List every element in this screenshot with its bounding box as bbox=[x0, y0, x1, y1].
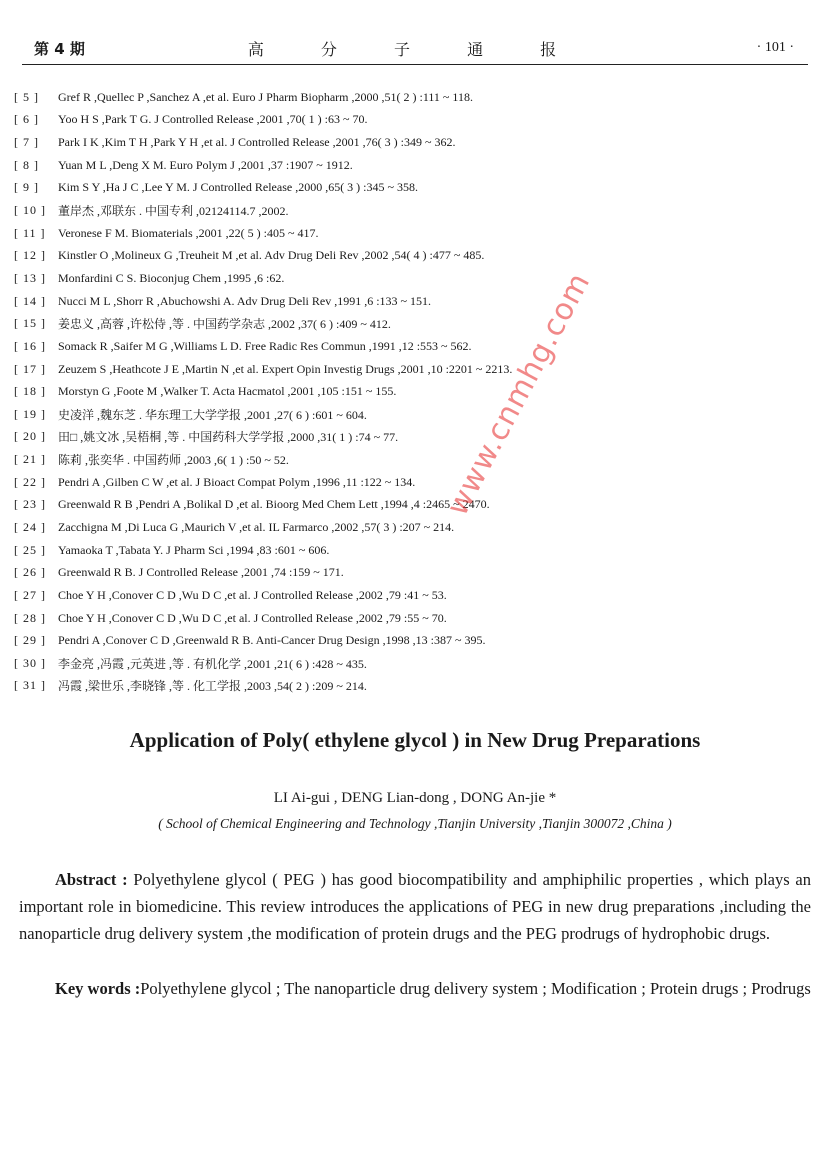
reference-number: [ 24 ] bbox=[14, 519, 46, 534]
reference-text: Nucci M L ,Shorr R ,Abuchowshi A. Adv Drug Deli Rev ,1991 ,6 :133 ~ 151. bbox=[58, 293, 432, 308]
reference-number: [ 16 ] bbox=[14, 338, 46, 353]
reference-number: [ 5 ] bbox=[14, 89, 39, 104]
reference-number: [ 10 ] bbox=[14, 203, 46, 218]
reference-item bbox=[14, 312, 794, 335]
affiliation: ( School of Chemical Engineering and Technology ,Tianjin University ,Tianjin 300072 ,China ) bbox=[158, 816, 672, 831]
reference-text: Somack R ,Saifer M G ,Williams L D. Free Radic Res Commun ,1991 ,12 :553 ~ 562. bbox=[58, 338, 472, 353]
reference-text: 陈莉 ,张奕华 . 中国药师 ,2003 ,6( 1 ) :50 ~ 52. bbox=[58, 453, 289, 468]
reference-item bbox=[14, 448, 794, 471]
reference-item bbox=[14, 267, 794, 290]
reference-text: 田□ ,姚文冰 ,吴梧桐 ,等 . 中国药科大学学报 ,2000 ,31( 1 ) :74 ~ 77. bbox=[58, 430, 399, 445]
reference-list bbox=[14, 86, 794, 697]
reference-number: [ 23 ] bbox=[14, 497, 46, 512]
reference-text: Choe Y H ,Conover C D ,Wu D C ,et al. J Controlled Release ,2002 ,79 :41 ~ 53. bbox=[58, 587, 447, 602]
reference-item bbox=[14, 244, 794, 267]
reference-item bbox=[14, 199, 794, 222]
reference-item bbox=[14, 426, 794, 449]
reference-number: [ 15 ] bbox=[14, 316, 46, 331]
reference-text: 史凌洋 ,魏东芝 . 华东理工大学学报 ,2001 ,27( 6 ) :601 ~ 604. bbox=[58, 407, 367, 422]
reference-number: [ 12 ] bbox=[14, 248, 46, 263]
issue-number: 第 4 期 bbox=[34, 40, 85, 58]
reference-number: [ 7 ] bbox=[14, 135, 39, 150]
reference-text: Pendri A ,Gilben C W ,et al. J Bioact Compat Polym ,1996 ,11 :122 ~ 134. bbox=[58, 474, 416, 489]
watermark: www.cnmhg.com bbox=[440, 266, 598, 522]
reference-number: [ 30 ] bbox=[14, 655, 46, 670]
reference-text: 冯霞 ,梁世乐 ,李晓锋 ,等 . 化工学报 ,2003 ,54( 2 ) :209 ~ 214. bbox=[58, 679, 367, 694]
reference-item bbox=[14, 335, 794, 358]
reference-number: [ 8 ] bbox=[14, 157, 39, 172]
reference-item bbox=[14, 516, 794, 539]
reference-item bbox=[14, 222, 794, 245]
reference-item bbox=[14, 154, 794, 177]
reference-text: Zacchigna M ,Di Luca G ,Maurich V ,et al. IL Farmarco ,2002 ,57( 3 ) :207 ~ 214. bbox=[58, 519, 455, 534]
abstract-label: Abstract : bbox=[55, 870, 128, 889]
reference-number: [ 6 ] bbox=[14, 112, 39, 127]
reference-number: [ 21 ] bbox=[14, 452, 46, 467]
reference-item bbox=[14, 177, 794, 200]
reference-number: [ 29 ] bbox=[14, 633, 46, 648]
reference-number: [ 19 ] bbox=[14, 406, 46, 421]
reference-text: Yoo H S ,Park T G. J Controlled Release ,2001 ,70( 1 ) :63 ~ 70. bbox=[58, 112, 368, 127]
keywords-text: Polyethylene glycol ; The nanoparticle drug delivery system ; Modification ; Protein drugs ; Prodrugs bbox=[140, 979, 811, 998]
reference-number: [ 25 ] bbox=[14, 542, 46, 557]
keywords-label: Key words : bbox=[55, 979, 141, 998]
reference-number: [ 31 ] bbox=[14, 678, 46, 693]
reference-number: [ 20 ] bbox=[14, 429, 46, 444]
reference-item bbox=[14, 539, 794, 562]
page-number: · 101 · bbox=[756, 40, 794, 55]
keywords bbox=[19, 975, 811, 1002]
reference-item bbox=[14, 652, 794, 675]
reference-item bbox=[14, 109, 794, 132]
reference-text: Choe Y H ,Conover C D ,Wu D C ,et al. J Controlled Release ,2002 ,79 :55 ~ 70. bbox=[58, 610, 447, 625]
reference-text: 李金亮 ,冯霞 ,元英进 ,等 . 有机化学 ,2001 ,21( 6 ) :428 ~ 435. bbox=[58, 656, 367, 671]
reference-text: Zeuzem S ,Heathcote J E ,Martin N ,et al. Expert Opin Investig Drugs ,2001 ,10 :2201 ~ 2213. bbox=[58, 361, 513, 376]
reference-text: Morstyn G ,Foote M ,Walker T. Acta Hacmatol ,2001 ,105 :151 ~ 155. bbox=[58, 384, 397, 399]
reference-item bbox=[14, 131, 794, 154]
paper-title: Application of Poly( ethylene glycol ) in New Drug Preparations bbox=[129, 728, 701, 752]
page-header bbox=[22, 34, 808, 65]
reference-item bbox=[14, 494, 794, 517]
reference-text: Gref R ,Quellec P ,Sanchez A ,et al. Euro J Pharm Biopharm ,2000 ,51( 2 ) :111 ~ 118. bbox=[58, 89, 473, 104]
reference-item bbox=[14, 675, 794, 698]
reference-item bbox=[14, 380, 794, 403]
reference-item bbox=[14, 561, 794, 584]
reference-item bbox=[14, 584, 794, 607]
reference-item bbox=[14, 471, 794, 494]
reference-text: Kinstler O ,Molineux G ,Treuheit M ,et al. Adv Drug Deli Rev ,2002 ,54( 4 ) :477 ~ 485. bbox=[58, 248, 485, 263]
reference-number: [ 9 ] bbox=[14, 180, 39, 195]
reference-text: Greenwald R B ,Pendri A ,Bolikal D ,et al. Bioorg Med Chem Lett ,1994 ,4 :2465 ~ 2470. bbox=[58, 497, 490, 512]
reference-text: 董岸杰 ,邓联东 . 中国专利 ,02124114.7 ,2002. bbox=[58, 204, 289, 219]
reference-item bbox=[14, 403, 794, 426]
reference-item bbox=[14, 629, 794, 652]
reference-item bbox=[14, 86, 794, 109]
reference-number: [ 28 ] bbox=[14, 610, 46, 625]
reference-item bbox=[14, 290, 794, 313]
reference-number: [ 17 ] bbox=[14, 361, 46, 376]
reference-text: Yuan M L ,Deng X M. Euro Polym J ,2001 ,37 :1907 ~ 1912. bbox=[58, 157, 353, 172]
reference-text: Park I K ,Kim T H ,Park Y H ,et al. J Controlled Release ,2001 ,76( 3 ) :349 ~ 362. bbox=[58, 135, 456, 150]
reference-number: [ 22 ] bbox=[14, 474, 46, 489]
reference-number: [ 27 ] bbox=[14, 587, 46, 602]
reference-number: [ 11 ] bbox=[14, 225, 46, 240]
reference-number: [ 14 ] bbox=[14, 293, 46, 308]
reference-text: Greenwald R B. J Controlled Release ,2001 ,74 :159 ~ 171. bbox=[58, 565, 344, 580]
reference-text: Kim S Y ,Ha J C ,Lee Y M. J Controlled Release ,2000 ,65( 3 ) :345 ~ 358. bbox=[58, 180, 419, 195]
reference-item bbox=[14, 358, 794, 381]
journal-name: 高 分 子 通 报 bbox=[247, 40, 583, 59]
abstract-text: Polyethylene glycol ( PEG ) has good biocompatibility and amphiphilic properties , which plays an important role in biomedicine. This review introduces the applications of PEG in new drug preparations ,including the nanoparticle drug delivery system ,the modification of protein drugs and the PEG prodrugs of hydrophobic drugs. bbox=[19, 870, 811, 943]
reference-text: 姜忠义 ,高蓉 ,许松侍 ,等 . 中国药学杂志 ,2002 ,37( 6 ) :409 ~ 412. bbox=[58, 317, 391, 332]
reference-number: [ 26 ] bbox=[14, 565, 46, 580]
reference-text: Veronese F M. Biomaterials ,2001 ,22( 5 ) :405 ~ 417. bbox=[58, 225, 319, 240]
reference-text: Pendri A ,Conover C D ,Greenwald R B. Anti-Cancer Drug Design ,1998 ,13 :387 ~ 395. bbox=[58, 633, 486, 648]
reference-text: Yamaoka T ,Tabata Y. J Pharm Sci ,1994 ,83 :601 ~ 606. bbox=[58, 542, 330, 557]
author-list: LI Ai-gui , DENG Lian-dong , DONG An-jie * bbox=[273, 790, 557, 806]
reference-number: [ 13 ] bbox=[14, 270, 46, 285]
reference-text: Monfardini C S. Bioconjug Chem ,1995 ,6 :62. bbox=[58, 270, 285, 285]
reference-number: [ 18 ] bbox=[14, 384, 46, 399]
abstract bbox=[19, 866, 811, 947]
reference-item bbox=[14, 607, 794, 630]
